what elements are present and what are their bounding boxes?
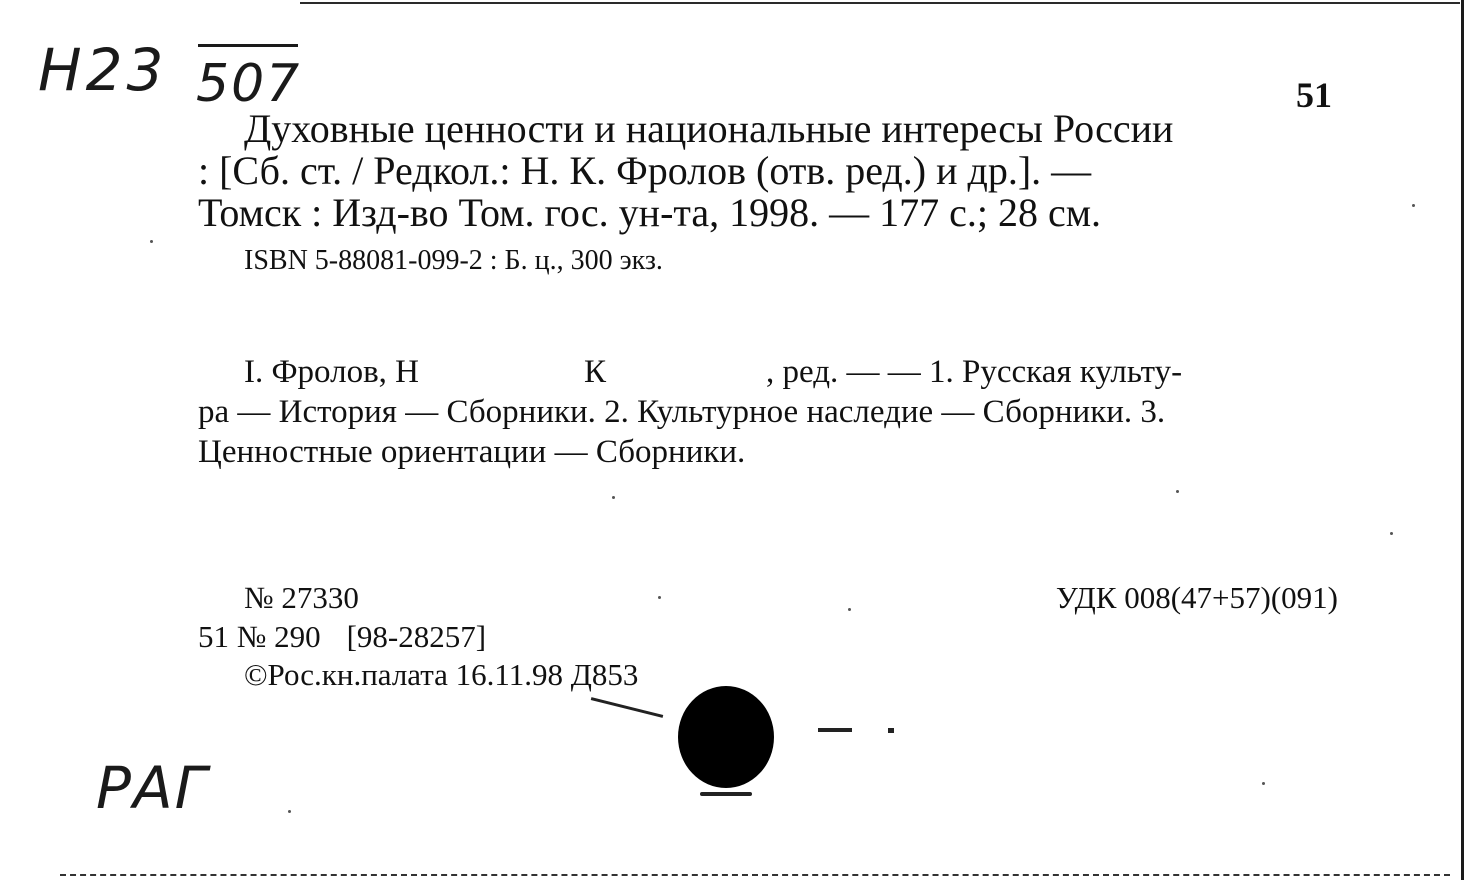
card-top-edge (300, 2, 1460, 4)
tracing-initial: К (584, 354, 607, 390)
registry-number: 51 № 290 (198, 619, 321, 654)
tracing-editor: I. Фролов, Н (244, 354, 420, 390)
dust-speck (288, 810, 291, 813)
punch-hole (678, 686, 774, 788)
title-line-2: : [Сб. ст. / Редкол.: Н. К. Фролов (отв. ред.) и др.]. — (198, 148, 1092, 193)
tracings-line-3: Ценностные ориентации — Сборники. (198, 434, 746, 470)
tracings-block (198, 352, 1338, 472)
title-line-1: Духовные ценности и национальные интересы России (244, 106, 1174, 151)
handwritten-overline (198, 44, 298, 47)
dust-speck (150, 240, 153, 243)
bibliographic-description (198, 108, 1340, 234)
dust-speck (1390, 532, 1393, 535)
dust-speck (612, 496, 615, 499)
handwritten-initials: РАГ (96, 754, 209, 822)
handwritten-code: Н23 (38, 36, 168, 104)
dust-speck (1176, 490, 1179, 493)
udc-classification: УДК 008(47+57)(091) (1055, 580, 1338, 615)
tracing-rest: , ред. — — 1. Русская культу- (766, 354, 1183, 390)
book-chamber-line: ©Рос.кн.палата 16.11.98 Д853 (244, 657, 639, 692)
ink-smudge (818, 728, 852, 732)
ink-smudge (888, 728, 894, 733)
ink-smudge (591, 697, 664, 718)
handwritten-number: 507 (196, 54, 302, 114)
dust-speck (1262, 782, 1265, 785)
dust-speck (658, 596, 661, 599)
title-line-3: Томск : Изд-во Том. гос. ун-та, 1998. — 177 с.; 28 см. (198, 190, 1102, 235)
card-bottom-edge (60, 874, 1450, 876)
tracings-line-2: ра — История — Сборники. 2. Культурное наследие — Сборники. 3. (198, 394, 1166, 430)
dust-speck (1412, 204, 1415, 207)
card-right-edge (1461, 0, 1464, 880)
tracings-line-1 (198, 352, 1338, 392)
registry-line (198, 619, 486, 655)
ink-smudge (700, 792, 752, 796)
catalog-number: № 27330 (244, 580, 359, 615)
isbn-line: ISBN 5-88081-099-2 : Б. ц., 300 экз. (244, 245, 663, 276)
card-number: 51 (1296, 75, 1332, 115)
registry-bracket: [98-28257] (346, 619, 487, 654)
dust-speck (848, 608, 851, 611)
